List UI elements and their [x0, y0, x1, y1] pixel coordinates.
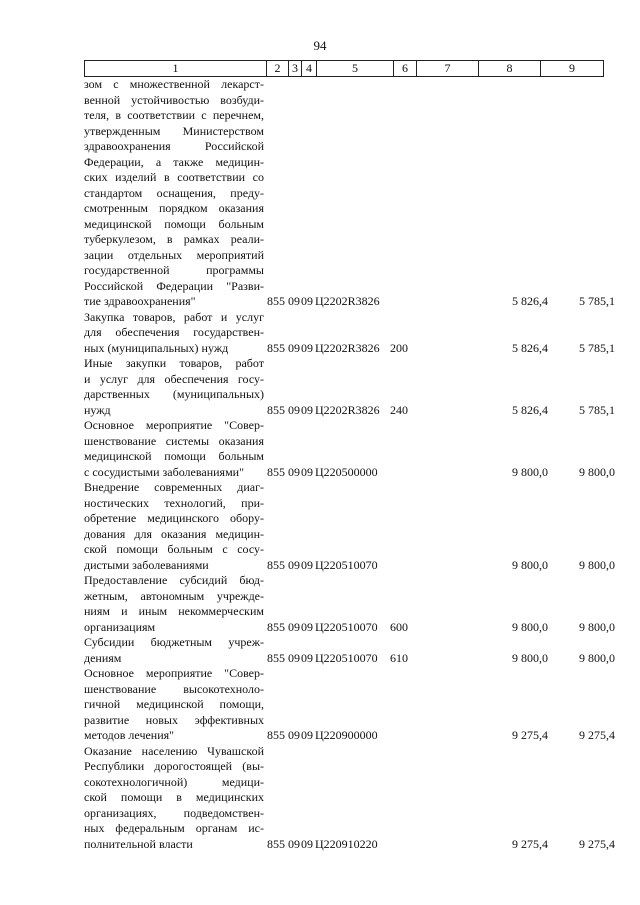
- description-line: тие здравоохранения": [84, 294, 196, 308]
- amount-col-8: 9 800,0: [512, 650, 548, 665]
- amount-col-8: 5 826,4: [512, 294, 548, 308]
- amount-col-9: 5 785,1: [579, 340, 615, 355]
- row-description: [84, 77, 264, 310]
- section-code: 09: [288, 294, 300, 308]
- section-code: 09: [288, 836, 300, 851]
- description-line: стандартом оснащения, преду-: [84, 185, 264, 200]
- subsection-code: 09: [301, 464, 313, 479]
- section-code: 09: [288, 557, 300, 572]
- column-header-4: 4: [302, 61, 317, 77]
- column-header-7: 7: [417, 61, 479, 77]
- amount-col-8: 5 826,4: [512, 402, 548, 417]
- description-line: утвержденным Министерством: [84, 123, 264, 138]
- column-header-8: 8: [479, 61, 541, 77]
- row-description: [84, 356, 264, 418]
- subsection-code: 09: [301, 728, 313, 742]
- description-line: Основное мероприятие "Совер-: [84, 418, 264, 432]
- column-header-6: 6: [394, 61, 417, 77]
- description-line: медицинской помощи больным: [84, 449, 264, 463]
- target-article: Ц220910220: [315, 836, 378, 851]
- table-row: [84, 480, 616, 573]
- description-line: ской помощи в медицинских: [84, 790, 264, 804]
- description-line: шенствование высокотехноло-: [84, 681, 264, 696]
- section-code: 09: [288, 340, 300, 355]
- column-header-2: 2: [267, 61, 289, 77]
- budget-table-body: [84, 77, 616, 852]
- amount-col-9: 9 275,4: [579, 836, 615, 851]
- description-line: Субсидии бюджетным учреж-: [84, 635, 264, 649]
- table-row: [84, 418, 616, 480]
- amount-col-9: 5 785,1: [579, 402, 615, 417]
- target-article: Ц220510070: [315, 650, 378, 665]
- description-line: ностических технологий, при-: [84, 495, 264, 510]
- description-line: развитие новых эффективных: [84, 712, 264, 727]
- subsection-code: 09: [301, 340, 313, 355]
- description-line: дования для оказания медицин-: [84, 526, 264, 541]
- ministry-code: 855: [267, 728, 285, 742]
- target-article: Ц2202R3826: [315, 294, 380, 308]
- ministry-code: 855: [267, 294, 285, 308]
- table-row: [84, 635, 616, 666]
- subsection-code: 09: [301, 836, 313, 851]
- description-line: дарственных (муниципальных): [84, 387, 264, 401]
- expense-type: 610: [390, 650, 408, 665]
- description-line: Республики дорогостоящей (вы-: [84, 759, 264, 773]
- description-line: ниям и иным некоммерческим: [84, 604, 264, 618]
- ministry-code: 855: [267, 340, 285, 355]
- amount-col-8: 9 275,4: [512, 836, 548, 851]
- ministry-code: 855: [267, 619, 285, 634]
- expense-type: 600: [390, 619, 408, 634]
- column-header-row: [84, 60, 604, 77]
- row-description: [84, 418, 264, 480]
- row-description: [84, 310, 264, 357]
- description-line: Основное мероприятие "Совер-: [84, 666, 264, 680]
- row-description: [84, 480, 264, 573]
- description-line: смотренным порядком оказания: [84, 201, 264, 215]
- ministry-code: 855: [267, 557, 285, 572]
- description-line: и услуг для обеспечения госу-: [84, 371, 264, 386]
- page-number: 94: [313, 38, 327, 53]
- target-article: Ц220510070: [315, 619, 378, 634]
- ministry-code: 855: [267, 836, 285, 851]
- subsection-code: 09: [301, 402, 313, 417]
- description-line: шенствование системы оказания: [84, 433, 264, 448]
- description-line: зом с множественной лекарст-: [84, 77, 264, 91]
- description-line: обретение медицинского обору-: [84, 511, 264, 525]
- subsection-code: 09: [301, 557, 313, 572]
- description-line: Оказание населению Чувашской: [84, 743, 264, 758]
- table-row: [84, 666, 616, 744]
- amount-col-8: 9 800,0: [512, 619, 548, 634]
- description-line: Федерации, а также медицин-: [84, 154, 264, 169]
- expense-type: 200: [390, 340, 408, 355]
- description-line: с сосудистыми заболеваниями": [84, 464, 244, 479]
- column-header-9: 9: [541, 61, 604, 77]
- row-description: [84, 666, 264, 744]
- description-line: полнительной власти: [84, 836, 193, 851]
- section-code: 09: [288, 728, 300, 742]
- table-row: [84, 77, 616, 310]
- section-code: 09: [288, 650, 300, 665]
- row-description: [84, 744, 264, 853]
- amount-col-8: 9 800,0: [512, 557, 548, 572]
- description-line: ской помощи больным с сосу-: [84, 542, 264, 556]
- section-code: 09: [288, 402, 300, 417]
- amount-col-8: 9 800,0: [512, 464, 548, 479]
- description-line: ных (муниципальных) нужд: [84, 340, 229, 355]
- subsection-code: 09: [301, 650, 313, 665]
- description-line: дениям: [84, 650, 122, 665]
- ministry-code: 855: [267, 650, 285, 665]
- section-code: 09: [288, 619, 300, 634]
- target-article: Ц2202R3826: [315, 402, 380, 417]
- amount-col-9: 9 800,0: [579, 464, 615, 479]
- amount-col-9: 9 800,0: [579, 619, 615, 634]
- description-line: жетным, автономным учрежде-: [84, 588, 264, 603]
- amount-col-9: 9 800,0: [579, 650, 615, 665]
- description-line: государственной программы: [84, 263, 264, 277]
- description-line: ских изделий в соответствии со: [84, 170, 264, 184]
- description-line: сокотехнологичной) медици-: [84, 774, 264, 789]
- description-line: дистыми заболеваниями: [84, 557, 209, 572]
- description-line: здравоохранения Российской: [84, 139, 264, 153]
- description-line: туберкулезом, в рамках реали-: [84, 232, 264, 246]
- section-code: 09: [288, 464, 300, 479]
- column-header-3: 3: [289, 61, 302, 77]
- description-line: методов лечения": [84, 728, 175, 742]
- amount-col-8: 9 275,4: [512, 728, 548, 742]
- ministry-code: 855: [267, 402, 285, 417]
- column-header-5: 5: [317, 61, 394, 77]
- subsection-code: 09: [301, 294, 313, 308]
- description-line: гичной медицинской помощи,: [84, 697, 264, 711]
- target-article: Ц220500000: [315, 464, 378, 479]
- row-description: [84, 635, 264, 666]
- amount-col-9: 5 785,1: [579, 294, 615, 308]
- table-row: [84, 573, 616, 635]
- description-line: Внедрение современных диаг-: [84, 480, 264, 494]
- column-header-1: 1: [85, 61, 267, 77]
- description-line: нужд: [84, 402, 111, 417]
- amount-col-9: 9 275,4: [579, 728, 615, 742]
- target-article: Ц2202R3826: [315, 340, 380, 355]
- amount-col-9: 9 800,0: [579, 557, 615, 572]
- description-line: Российской Федерации "Разви-: [84, 278, 264, 293]
- description-line: зации отдельных мероприятий: [84, 247, 264, 262]
- description-line: организациях, подведомствен-: [84, 805, 264, 820]
- description-line: Иные закупки товаров, работ: [84, 356, 264, 370]
- description-line: Предоставление субсидий бюд-: [84, 573, 264, 587]
- table-row: [84, 356, 616, 418]
- table-row: [84, 744, 616, 853]
- description-line: ных федеральным органам ис-: [84, 821, 264, 835]
- target-article: Ц220510070: [315, 557, 378, 572]
- description-line: для обеспечения государствен-: [84, 325, 264, 339]
- row-description: [84, 573, 264, 635]
- ministry-code: 855: [267, 464, 285, 479]
- expense-type: 240: [390, 402, 408, 417]
- target-article: Ц220900000: [315, 728, 378, 742]
- amount-col-8: 5 826,4: [512, 340, 548, 355]
- subsection-code: 09: [301, 619, 313, 634]
- description-line: организациям: [84, 619, 156, 634]
- description-line: венной устойчивостью возбуди-: [84, 92, 264, 107]
- description-line: медицинской помощи больным: [84, 216, 264, 231]
- description-line: теля, в соответствии с перечнем,: [84, 108, 264, 122]
- description-line: Закупка товаров, работ и услуг: [84, 309, 264, 324]
- table-row: [84, 310, 616, 357]
